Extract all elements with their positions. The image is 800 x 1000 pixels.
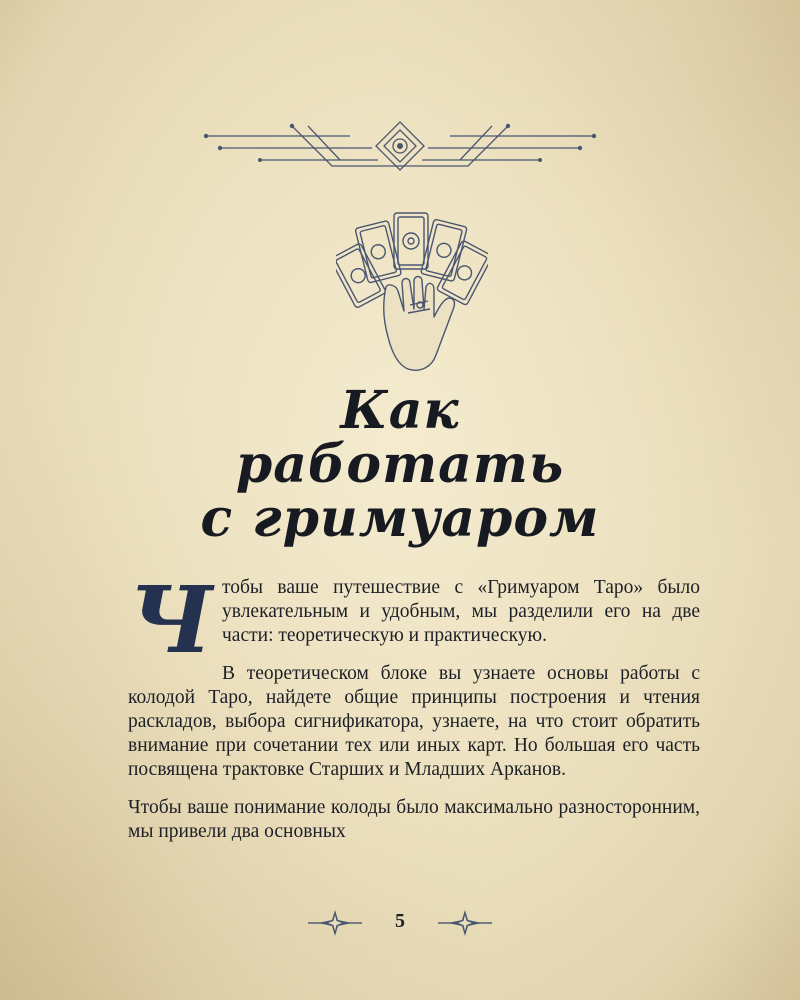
paragraph-3: Чтобы ваше понимание колоды было максимально разносторонним, мы привели два основных <box>128 797 700 842</box>
body-text <box>128 566 700 858</box>
title-line-1: Как <box>340 380 460 441</box>
four-point-star-icon <box>308 908 362 938</box>
page-title <box>100 380 700 549</box>
paragraph-2: В теоретическом блоке вы узнаете основы работы с колодой Таро, найдете общие принципы построения и чтения раскладов, выбора сигнификатора, узнаете, на что стоит обратить внимание при сочетании тех или иных карт. Но большая его часть посвящена трактовке Старших и Младших Арканов. <box>128 663 700 780</box>
page-footer <box>300 906 500 942</box>
paragraph-1-text: тобы ваше путешествие с «Гримуаром Таро» было увлекательным и удобным, мы разделили его на две части: теоретическую и практическую. <box>222 577 700 646</box>
paragraph-1 <box>128 566 700 674</box>
page-number: 5 <box>395 910 405 932</box>
hand-holding-tarot-cards-icon <box>336 205 488 373</box>
title-line-3: с гримуаром <box>200 488 600 549</box>
four-point-star-icon <box>438 908 492 938</box>
art-deco-ornament-icon <box>200 118 600 174</box>
drop-cap: Ч <box>128 566 213 674</box>
title-line-2: работать <box>235 434 565 495</box>
